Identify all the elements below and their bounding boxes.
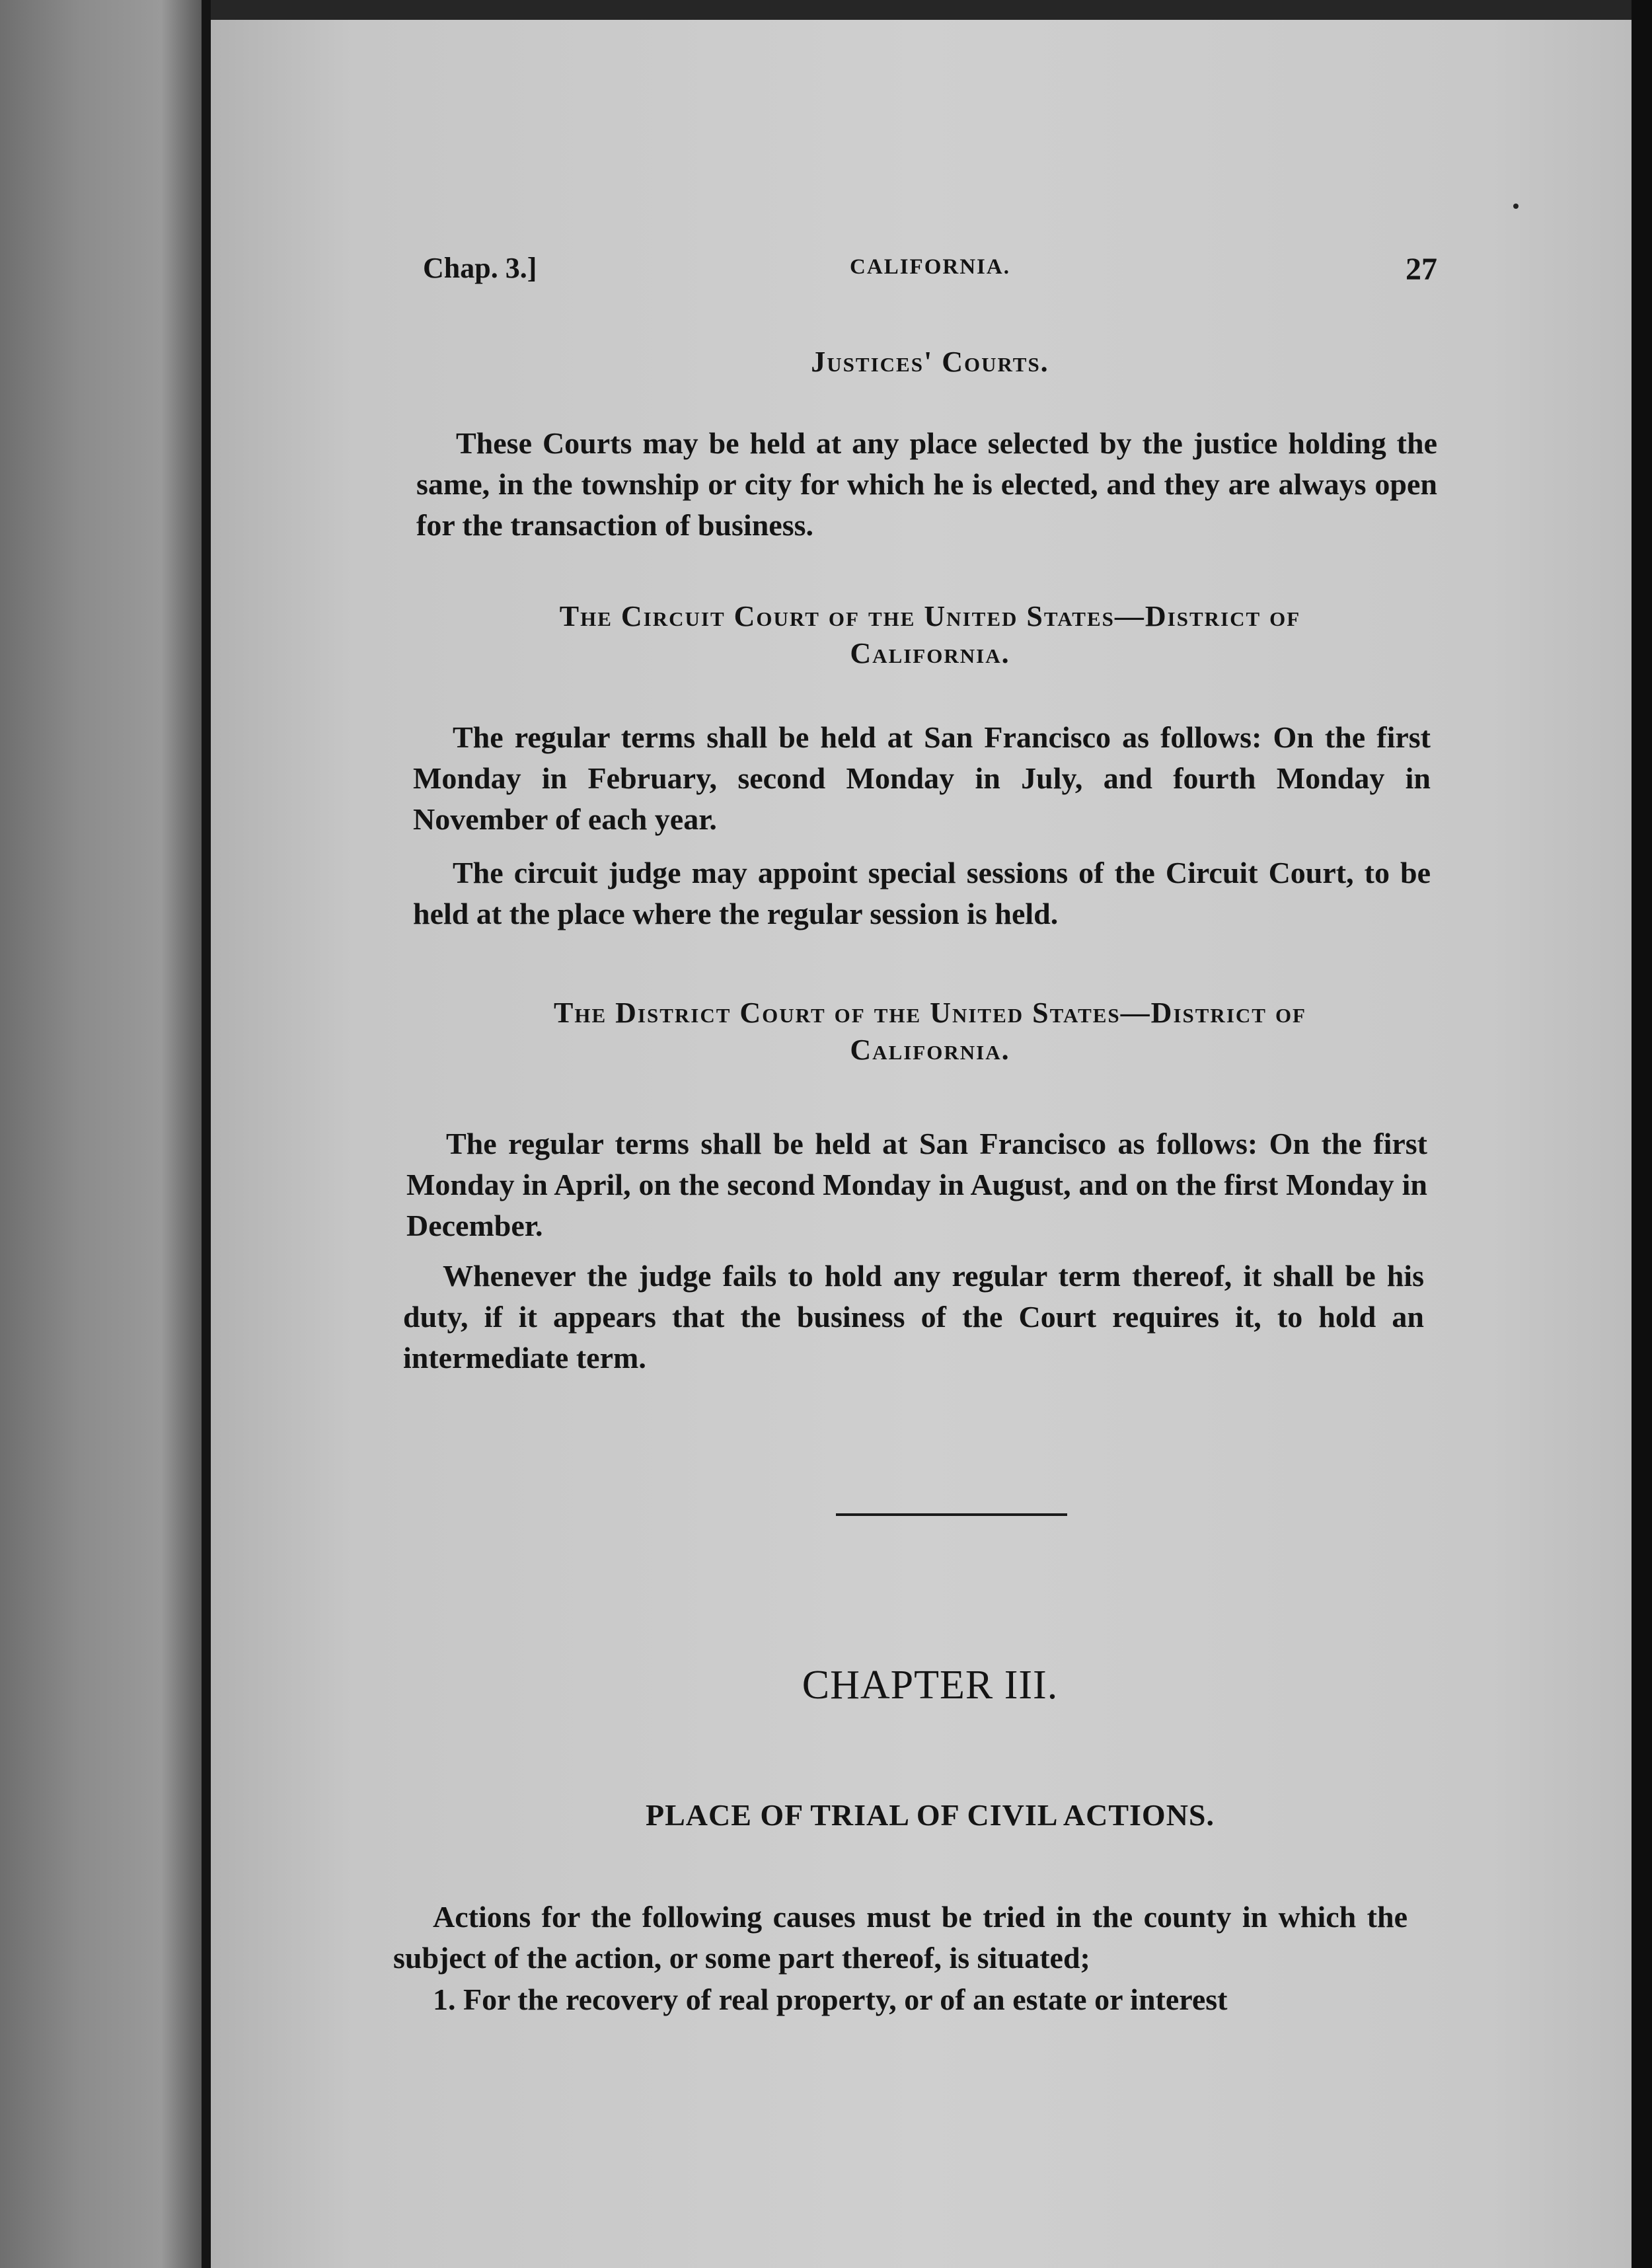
- chapter-subtitle: PLACE OF TRIAL OF CIVIL ACTIONS.: [645, 1798, 1215, 1832]
- paragraph-district-intermediate-term: Whenever the judge fails to hold any regular term thereof, it shall be his duty, if it appears that the business of the Court requires it, to hold an intermediate term.: [403, 1259, 1424, 1375]
- paragraph-justices: These Courts may be held at any place selected by the justice holding the same, in the township or city for which he is elected, and they are always open for the transaction of business.: [416, 426, 1437, 542]
- running-head-chapter: Chap. 3.]: [423, 252, 537, 284]
- page-number: 27: [1406, 252, 1437, 287]
- section-heading-circuit-line2: California.: [850, 637, 1010, 669]
- paragraph-circuit-special-sessions: The circuit judge may appoint special sessions of the Circuit Court, to be held at the place where the regular session is held.: [413, 856, 1431, 930]
- section-heading-district-line1: The District Court of the United States—District of: [554, 997, 1306, 1029]
- section-heading-justices: Justices' Courts.: [811, 346, 1049, 378]
- scan-right-border: [1632, 0, 1652, 2268]
- chapter-title: CHAPTER III.: [802, 1663, 1059, 1708]
- running-head: [423, 251, 1437, 297]
- scan-top-border: [211, 0, 1652, 20]
- running-head-title: CALIFORNIA.: [850, 255, 1010, 279]
- facing-page-edge: [0, 0, 202, 2268]
- section-heading-circuit-line1: The Circuit Court of the United States—District of: [559, 600, 1301, 632]
- section-heading-district-line2: California.: [850, 1034, 1010, 1066]
- paragraph-actions-intro: Actions for the following causes must be tried in the county in which the subject of the action, or some part thereof, is situated;: [393, 1900, 1408, 1975]
- book-spine: [202, 0, 211, 2268]
- paragraph-district-terms: The regular terms shall be held at San Francisco as follows: On the first Monday in April, on the second Monday in August, and on the first Monday in December.: [406, 1127, 1427, 1242]
- paragraph-circuit-terms: The regular terms shall be held at San Francisco as follows: On the first Monday in February, second Monday in July, and fourth Monday in November of each year.: [413, 720, 1431, 836]
- section-heading-circuit: [423, 598, 1437, 672]
- section-heading-district: [423, 995, 1437, 1069]
- scan-speck: [1513, 204, 1519, 209]
- paragraph-item-1: 1. For the recovery of real property, or of an estate or interest: [433, 1983, 1228, 2016]
- section-divider-rule: [836, 1513, 1067, 1516]
